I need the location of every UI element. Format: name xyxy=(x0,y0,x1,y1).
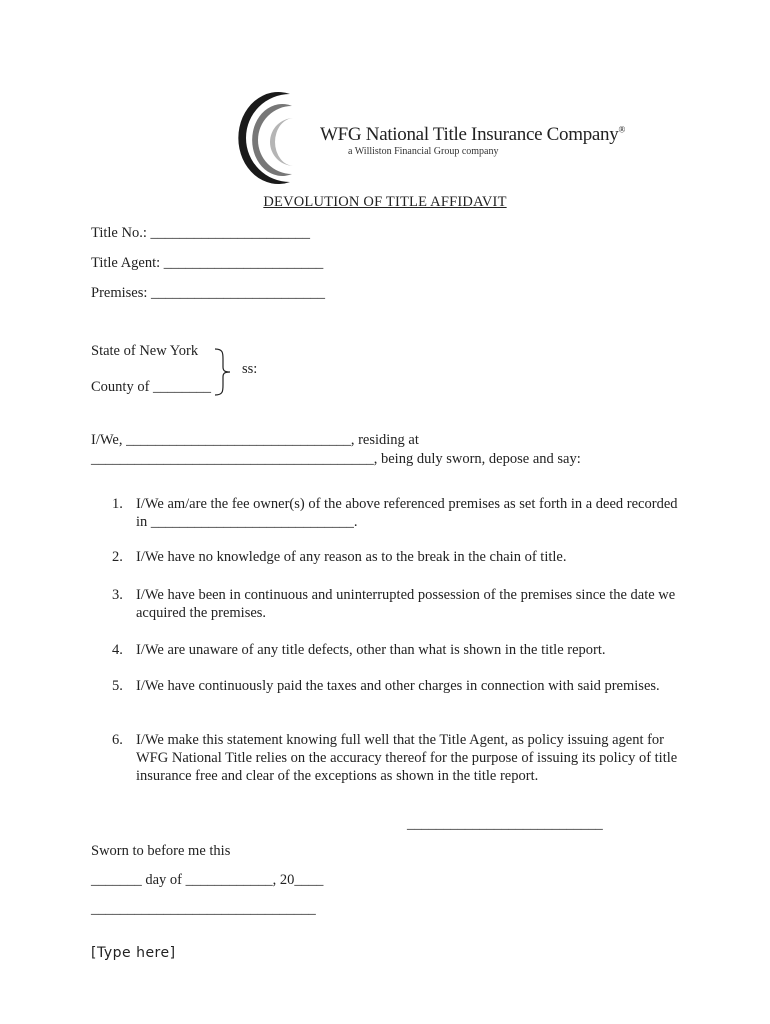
signature-line[interactable]: ___________________________ xyxy=(407,816,603,832)
company-name: WFG National Title Insurance Company® xyxy=(320,124,625,145)
county-field[interactable]: County of ________ xyxy=(91,379,212,395)
item-text: I/We have continuously paid the taxes and other charges in connection with said premises. xyxy=(136,678,660,694)
curly-brace-icon xyxy=(213,347,233,397)
day-field[interactable]: _______ day of ____________, 20____ xyxy=(91,872,324,888)
iwe-line-2[interactable]: _______________________________________, being duly sworn, depose and say: xyxy=(91,451,581,467)
iwe-line-1[interactable]: I/We, _______________________________, residing at xyxy=(91,432,419,448)
ss-label: ss: xyxy=(242,361,258,377)
type-here-placeholder[interactable]: [Type here] xyxy=(91,945,176,961)
company-logo xyxy=(230,88,625,188)
item-text: I/We are unaware of any title defects, other than what is shown in the title report. xyxy=(136,642,606,658)
document-title: DEVOLUTION OF TITLE AFFIDAVIT xyxy=(263,194,507,210)
company-tagline: a Williston Financial Group company xyxy=(348,146,499,157)
item-text: I/We have been in continuous and uninterrupted possession of the premises since the date we acquired the premises. xyxy=(136,587,676,621)
item-number: 6. xyxy=(112,732,123,748)
title-no-field[interactable]: Title No.: ______________________ xyxy=(91,225,310,241)
item-number: 1. xyxy=(112,496,123,512)
state-label: State of New York xyxy=(91,343,199,359)
item-number: 3. xyxy=(112,587,123,603)
item-number: 5. xyxy=(112,678,123,694)
premises-field[interactable]: Premises: ________________________ xyxy=(91,285,326,301)
notary-signature-line[interactable]: _______________________________ xyxy=(91,901,316,917)
item-number: 2. xyxy=(112,549,123,565)
logo-arcs-icon xyxy=(230,88,330,188)
sworn-label: Sworn to before me this xyxy=(91,843,231,859)
title-agent-field[interactable]: Title Agent: ______________________ xyxy=(91,255,324,271)
item-number: 4. xyxy=(112,642,123,658)
item-text: I/We am/are the fee owner(s) of the above referenced premises as set forth in a deed recorded in ____________________________. xyxy=(136,496,678,530)
item-text: I/We make this statement knowing full well that the Title Agent, as policy issuing agent for WFG National Title relies on the accuracy thereof for the purpose of issuing its policy of title insurance free and clear of the exceptions as shown in the title report. xyxy=(136,732,678,784)
item-text: I/We have no knowledge of any reason as to the break in the chain of title. xyxy=(136,549,567,565)
